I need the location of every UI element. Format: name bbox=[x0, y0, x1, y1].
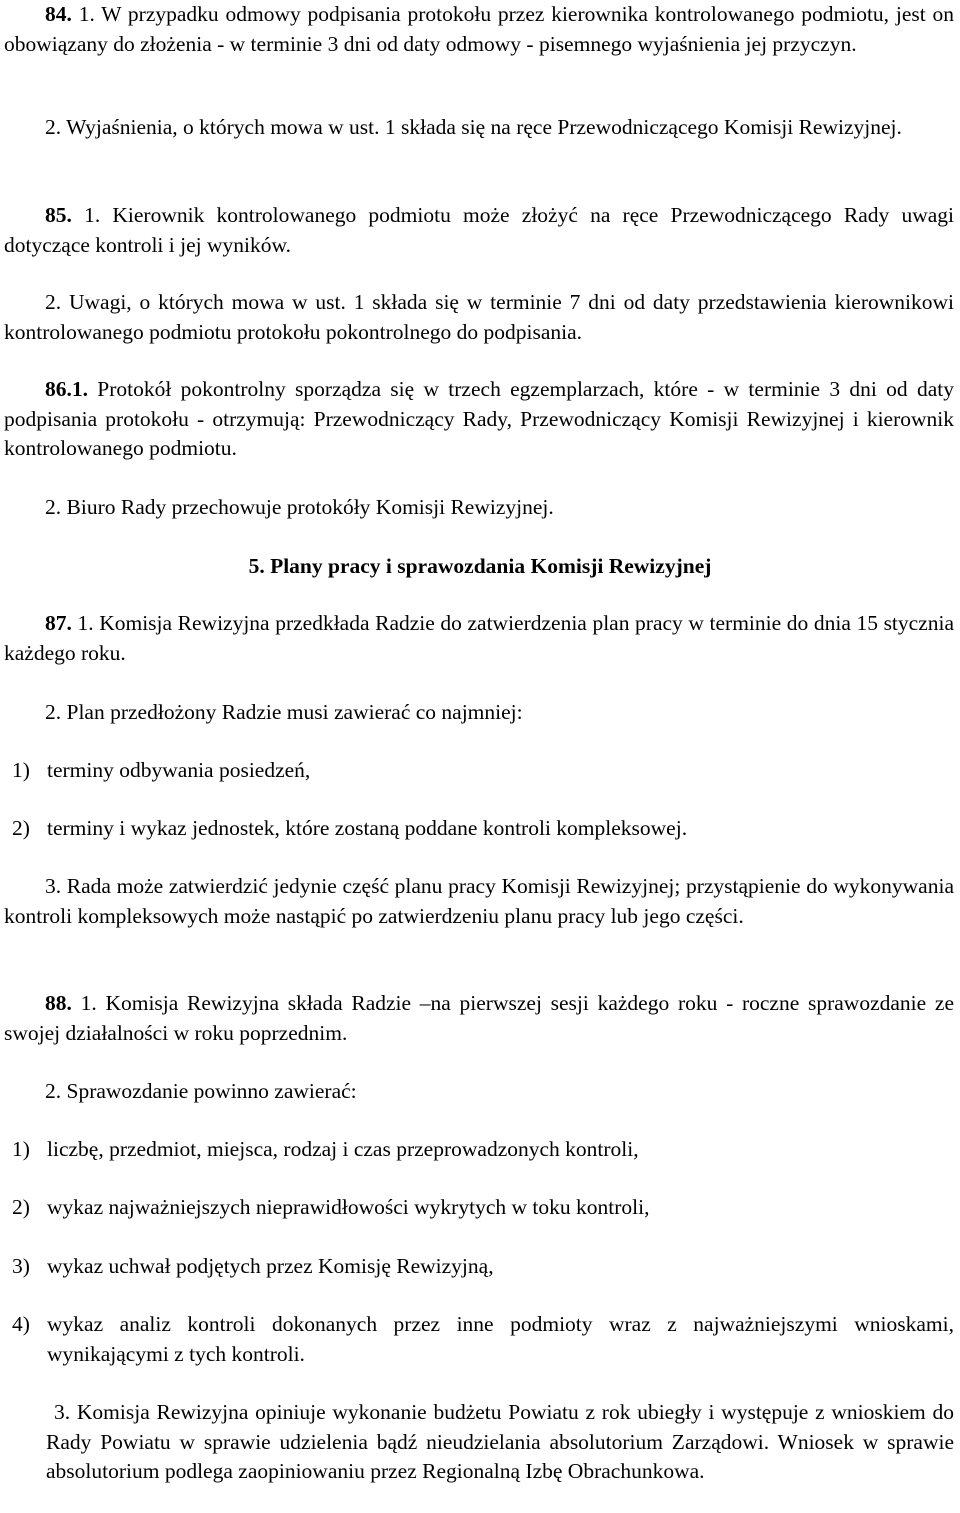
paragraph-text: 1. W przypadku odmowy podpisania protokołu przez kierownika kontrolowanego podmiotu, jest on obowiązany do złożenia - w terminie 3 dni od daty odmowy - pisemnego wyjaśnienia jej przyczyn. bbox=[4, 2, 954, 56]
list-item-number: 4) bbox=[12, 1312, 30, 1336]
paragraph-85-1 bbox=[4, 201, 954, 260]
list-item bbox=[12, 814, 954, 844]
list-item bbox=[12, 1135, 954, 1165]
section-number-84: 84. bbox=[45, 2, 72, 26]
list-item bbox=[12, 1193, 954, 1223]
paragraph-text: 3. Rada może zatwierdzić jedynie część planu pracy Komisji Rewizyjnej; przystąpienie do wykonywania kontroli kompleksowych może nastąpić po zatwierdzeniu planu pracy lub jego części. bbox=[4, 874, 954, 928]
paragraph-87-2 bbox=[4, 698, 954, 728]
paragraph-85-2 bbox=[4, 288, 954, 347]
list-item bbox=[12, 1310, 954, 1369]
paragraph-86-2 bbox=[4, 493, 954, 523]
paragraph-text: 2. Uwagi, o których mowa w ust. 1 składa się w terminie 7 dni od daty przedstawienia kierownikowi kontrolowanego podmiotu protokołu pokontrolnego do podpisania. bbox=[4, 290, 954, 344]
paragraph-86-1 bbox=[4, 375, 954, 464]
paragraph-text: 1. Komisja Rewizyjna przedkłada Radzie do zatwierdzenia plan pracy w terminie do dnia 15 stycznia każdego roku. bbox=[4, 611, 955, 665]
list-item-text: wykaz analiz kontroli dokonanych przez inne podmioty wraz z najważniejszymi wnioskami, wynikającymi z tych kontroli. bbox=[47, 1312, 954, 1366]
list-item bbox=[12, 756, 954, 786]
paragraph-87-3 bbox=[4, 872, 954, 931]
list-item bbox=[12, 1252, 954, 1282]
paragraph-text: 1. Kierownik kontrolowanego podmiotu może złożyć na ręce Przewodniczącego Rady uwagi dotyczące kontroli i jej wyników. bbox=[4, 203, 954, 257]
list-item-text: wykaz uchwał podjętych przez Komisję Rewizyjną, bbox=[47, 1254, 494, 1278]
paragraph-88-2 bbox=[4, 1077, 954, 1107]
paragraph-88-3 bbox=[46, 1398, 954, 1487]
list-item-text: wykaz najważniejszych nieprawidłowości wykrytych w toku kontroli, bbox=[47, 1195, 650, 1219]
list-item-number: 1) bbox=[12, 758, 30, 782]
section-number-87: 87. bbox=[45, 611, 72, 635]
paragraph-87-1 bbox=[4, 609, 954, 668]
list-item-text: liczbę, przedmiot, miejsca, rodzaj i czas przeprowadzonych kontroli, bbox=[47, 1137, 639, 1161]
paragraph-text: 2. Sprawozdanie powinno zawierać: bbox=[45, 1079, 357, 1103]
section-number-86: 86.1. bbox=[45, 377, 88, 401]
list-item-text: terminy odbywania posiedzeń, bbox=[47, 758, 311, 782]
section-number-88: 88. bbox=[45, 991, 72, 1015]
section-number-85: 85. bbox=[45, 203, 72, 227]
paragraph-88-1 bbox=[4, 989, 954, 1048]
paragraph-text: 2. Biuro Rady przechowuje protokóły Komisji Rewizyjnej. bbox=[45, 495, 554, 519]
chapter-heading: 5. Plany pracy i sprawozdania Komisji Rewizyjnej bbox=[248, 554, 712, 578]
paragraph-text: Protokół pokontrolny sporządza się w trzech egzemplarzach, które - w terminie 3 dni od daty podpisania protokołu - otrzymują: Przewodniczący Rady, Przewodniczący Komisji Rewizyjnej i kierownik kontrolowanego podmiotu. bbox=[4, 377, 954, 460]
paragraph-text: 2. Wyjaśnienia, o których mowa w ust. 1 składa się na ręce Przewodniczącego Komisji Rewizyjnej. bbox=[45, 115, 902, 139]
list-item-number: 2) bbox=[12, 1195, 30, 1219]
list-item-number: 3) bbox=[12, 1254, 30, 1278]
paragraph-text: 3. Komisja Rewizyjna opiniuje wykonanie budżetu Powiatu z rok ubiegły i występuje z wnioskiem do Rady Powiatu w sprawie udzielenia bądź nieudzielania absolutorium Zarządowi. Wniosek w sprawie absolutorium podlega zaopiniowaniu przez Regionalną Izbę Obrachunkowa. bbox=[46, 1400, 954, 1483]
list-item-number: 1) bbox=[12, 1137, 30, 1161]
list-item-number: 2) bbox=[12, 816, 30, 840]
paragraph-text: 1. Komisja Rewizyjna składa Radzie –na pierwszej sesji każdego roku - roczne sprawozdanie ze swojej działalności w roku poprzednim. bbox=[4, 991, 954, 1045]
paragraph-84-1 bbox=[4, 0, 954, 59]
paragraph-84-2 bbox=[4, 113, 954, 143]
paragraph-text: 2. Plan przedłożony Radzie musi zawierać co najmniej: bbox=[45, 700, 523, 724]
list-item-text: terminy i wykaz jednostek, które zostaną poddane kontroli kompleksowej. bbox=[47, 816, 688, 840]
